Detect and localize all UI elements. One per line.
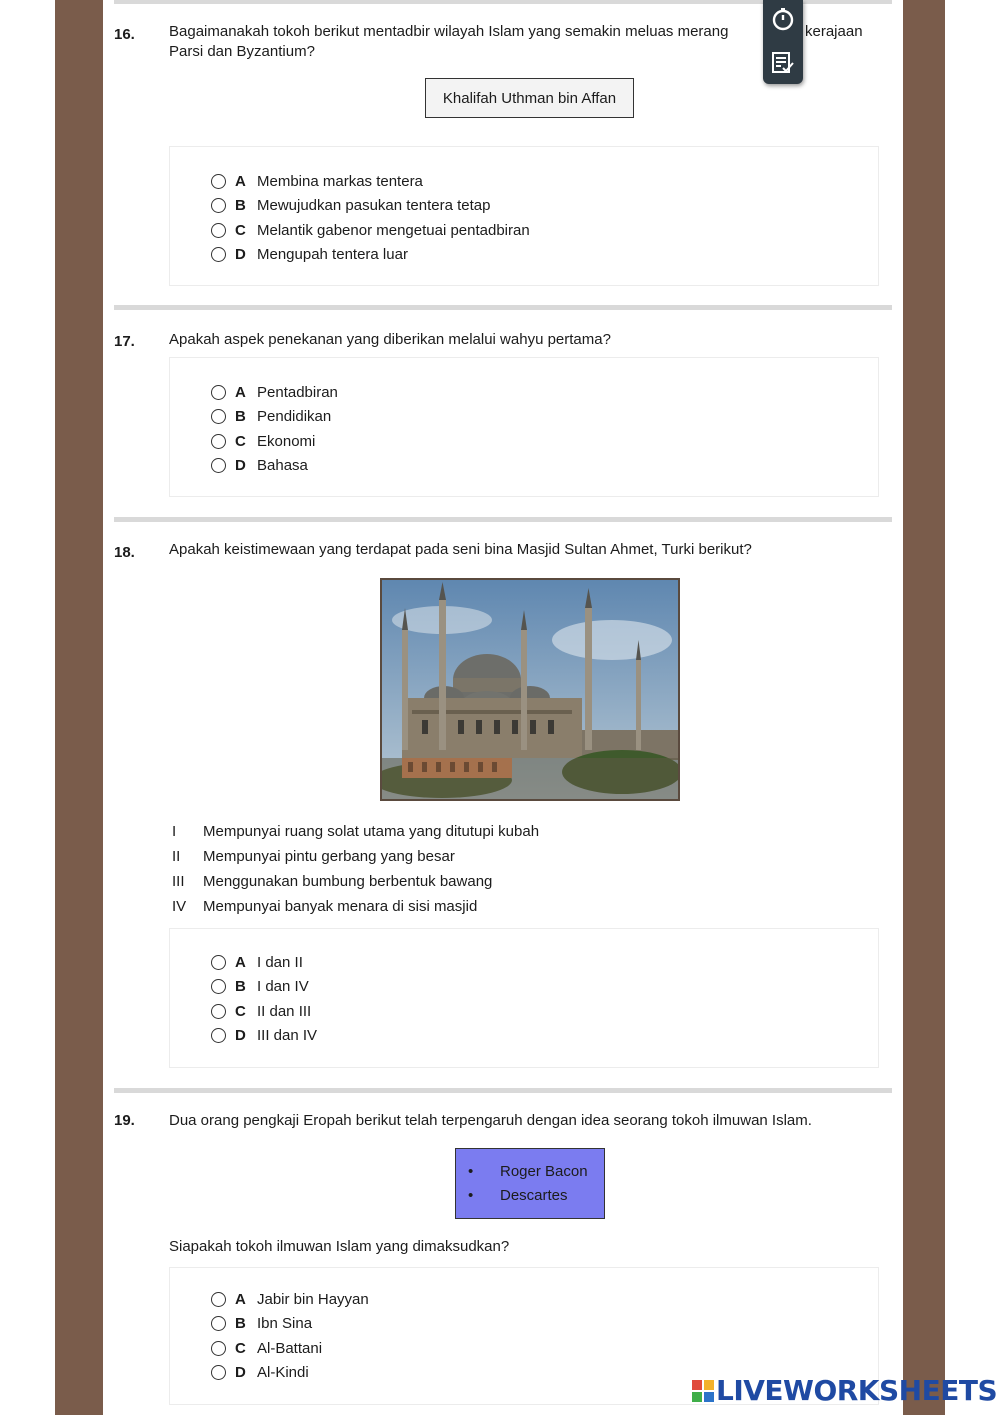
q17-text: Apakah aspek penekanan yang diberikan melalui wahyu pertama? — [169, 331, 611, 348]
q16-option-d[interactable]: D Mengupah tentera luar — [211, 244, 408, 264]
toolbar-widget — [763, 0, 803, 84]
radio-button[interactable] — [211, 409, 226, 424]
radio-button[interactable] — [211, 198, 226, 213]
separator — [114, 517, 892, 522]
q19-text: Dua orang pengkaji Eropah berikut telah terpengaruh dengan idea seorang tokoh ilmuwan Islam. — [169, 1112, 812, 1129]
q16-option-a[interactable]: A Membina markas tentera — [211, 171, 423, 191]
q19-name-1: • Roger Bacon — [468, 1163, 588, 1180]
q18-statement-2: II Mempunyai pintu gerbang yang besar — [172, 848, 455, 865]
radio-button[interactable] — [211, 1292, 226, 1307]
q18-statement-1: I Mempunyai ruang solat utama yang ditutupi kubah — [172, 823, 540, 840]
q18-option-b[interactable]: B I dan IV — [211, 976, 309, 996]
q18-option-a[interactable]: A I dan II — [211, 952, 303, 972]
q18-statement-4: IV Mempunyai banyak menara di sisi masjid — [172, 898, 478, 915]
q16-text-line1: Bagaimanakah tokoh berikut mentadbir wilayah Islam yang semakin meluas merang — [169, 23, 729, 40]
radio-button[interactable] — [211, 979, 226, 994]
q16-figure-box: Khalifah Uthman bin Affan — [425, 78, 634, 118]
radio-button[interactable] — [211, 955, 226, 970]
q17-option-b[interactable]: B Pendidikan — [211, 406, 331, 426]
q16-text-line2: Parsi dan Byzantium? — [169, 43, 315, 60]
q19-option-c[interactable]: C Al-Battani — [211, 1338, 322, 1358]
radio-button[interactable] — [211, 223, 226, 238]
q19-option-d[interactable]: D Al-Kindi — [211, 1362, 309, 1382]
q18-text: Apakah keistimewaan yang terdapat pada seni bina Masjid Sultan Ahmet, Turki berikut? — [169, 541, 752, 558]
q18-option-d[interactable]: D III dan IV — [211, 1025, 317, 1045]
right-frame — [903, 0, 945, 1415]
q18-answer-box — [169, 928, 879, 1068]
radio-button[interactable] — [211, 1004, 226, 1019]
separator — [114, 305, 892, 310]
q17-option-a[interactable]: A Pentadbiran — [211, 382, 338, 402]
q18-number: 18. — [114, 544, 135, 561]
radio-button[interactable] — [211, 174, 226, 189]
q16-option-c[interactable]: C Melantik gabenor mengetuai pentadbiran — [211, 220, 530, 240]
radio-button[interactable] — [211, 1028, 226, 1043]
q18-statement-3: III Menggunakan bumbung berbentuk bawang — [172, 873, 493, 890]
mosque-photo — [380, 578, 680, 801]
left-frame — [55, 0, 103, 1415]
q19-subtext: Siapakah tokoh ilmuwan Islam yang dimaksudkan? — [169, 1238, 510, 1255]
radio-button[interactable] — [211, 434, 226, 449]
q19-option-a[interactable]: A Jabir bin Hayyan — [211, 1289, 369, 1309]
q17-option-c[interactable]: C Ekonomi — [211, 431, 315, 451]
q18-option-c[interactable]: C II dan III — [211, 1001, 311, 1021]
q17-answer-box — [169, 357, 879, 497]
q17-number: 17. — [114, 333, 135, 350]
q16-text-line1-end: kerajaan — [805, 23, 863, 40]
radio-button[interactable] — [211, 1341, 226, 1356]
q19-names-box — [455, 1148, 605, 1219]
radio-button[interactable] — [211, 247, 226, 262]
liveworksheets-logo-icon — [692, 1380, 714, 1402]
q19-name-2: • Descartes — [468, 1187, 568, 1204]
q19-option-b[interactable]: B Ibn Sina — [211, 1313, 312, 1333]
q16-number: 16. — [114, 26, 135, 43]
separator — [114, 1088, 892, 1093]
q16-option-b[interactable]: B Mewujudkan pasukan tentera tetap — [211, 195, 491, 215]
radio-button[interactable] — [211, 385, 226, 400]
check-answers-icon[interactable] — [771, 50, 795, 74]
radio-button[interactable] — [211, 1316, 226, 1331]
radio-button[interactable] — [211, 458, 226, 473]
timer-icon[interactable] — [771, 7, 795, 31]
q16-answer-box — [169, 146, 879, 286]
q19-number: 19. — [114, 1112, 135, 1129]
radio-button[interactable] — [211, 1365, 226, 1380]
liveworksheets-watermark: LIVEWORKSHEETS — [692, 1374, 997, 1407]
q17-option-d[interactable]: D Bahasa — [211, 455, 308, 475]
